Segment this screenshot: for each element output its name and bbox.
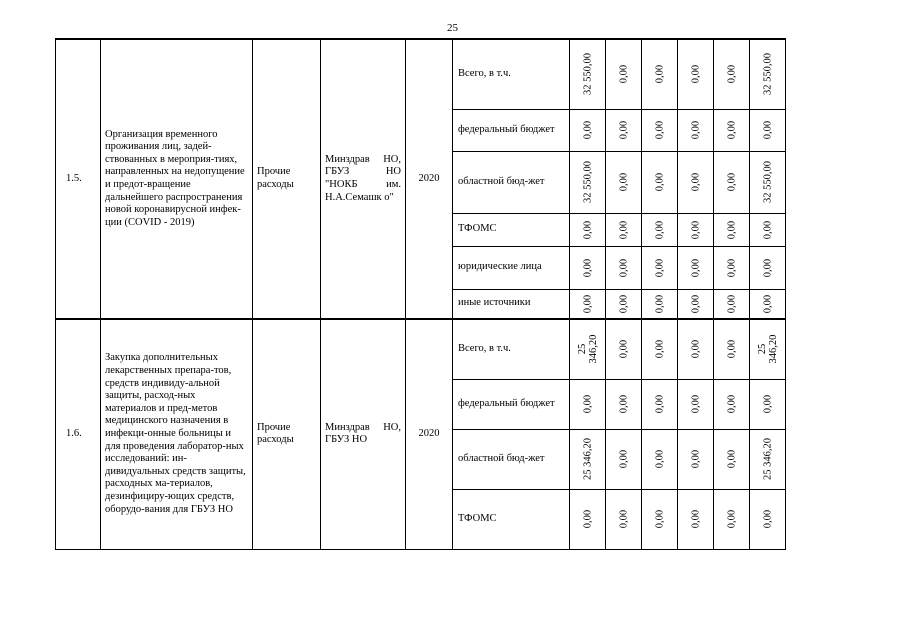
amount-value: 32 550,00 — [582, 53, 593, 96]
amount-value: 0,00 — [762, 509, 773, 529]
funding-source: ТФОМС — [453, 489, 570, 549]
amount-cell — [714, 246, 750, 289]
amount-cell — [606, 109, 642, 151]
amount-cell — [570, 39, 606, 109]
funding-source: федеральный бюджет — [453, 109, 570, 151]
amount-value: 0,00 — [618, 120, 629, 140]
amount-cell — [750, 109, 786, 151]
amount-cell — [750, 429, 786, 489]
amount-value: 0,00 — [690, 172, 701, 192]
amount-cell — [606, 489, 642, 549]
table-row — [56, 319, 786, 379]
amount-cell — [678, 429, 714, 489]
amount-value: 0,00 — [654, 340, 665, 359]
funding-source: областной бюд-жет — [453, 429, 570, 489]
amount-cell — [570, 213, 606, 246]
amount-value: 25 346,20 — [756, 334, 779, 364]
funding-source: областной бюд-жет — [453, 151, 570, 213]
amount-value: 0,00 — [726, 449, 737, 469]
amount-value: 0,00 — [618, 220, 629, 239]
amount-value: 0,00 — [654, 394, 665, 414]
amount-value: 0,00 — [726, 394, 737, 414]
funding-table — [55, 38, 786, 550]
amount-value: 0,00 — [582, 120, 593, 140]
amount-value: 0,00 — [618, 294, 629, 313]
amount-value: 0,00 — [690, 258, 701, 277]
amount-value: 0,00 — [582, 509, 593, 529]
amount-value: 0,00 — [726, 258, 737, 277]
amount-cell — [678, 246, 714, 289]
amount-cell — [642, 39, 678, 109]
amount-cell — [714, 429, 750, 489]
amount-value: 25 346,20 — [576, 334, 599, 364]
amount-value: 25 346,20 — [582, 438, 593, 480]
amount-value: 0,00 — [618, 65, 629, 84]
amount-cell — [570, 489, 606, 549]
amount-value: 0,00 — [654, 172, 665, 192]
amount-cell — [714, 151, 750, 213]
amount-cell — [642, 429, 678, 489]
amount-cell — [714, 39, 750, 109]
amount-cell — [642, 379, 678, 429]
amount-value: 0,00 — [690, 340, 701, 359]
amount-value: 0,00 — [762, 394, 773, 414]
amount-value: 0,00 — [618, 394, 629, 414]
amount-value: 0,00 — [618, 509, 629, 529]
amount-value: 0,00 — [618, 258, 629, 277]
amount-cell — [750, 489, 786, 549]
amount-value: 0,00 — [690, 65, 701, 84]
amount-cell — [570, 151, 606, 213]
amount-cell — [678, 151, 714, 213]
amount-value: 0,00 — [654, 449, 665, 469]
funding-source: федеральный бюджет — [453, 379, 570, 429]
amount-value: 0,00 — [726, 294, 737, 313]
amount-value: 0,00 — [690, 294, 701, 313]
executor: Минздрав НО, ГБУЗ НО "НОКБ им. Н.А.Семашк о" — [321, 39, 406, 319]
amount-value: 0,00 — [762, 294, 773, 313]
page-number: 25 — [447, 22, 458, 34]
amount-cell — [570, 246, 606, 289]
amount-cell — [570, 319, 606, 379]
amount-cell — [570, 109, 606, 151]
funding-source: юридические лица — [453, 246, 570, 289]
amount-value: 32 550,00 — [762, 53, 773, 96]
amount-value: 0,00 — [618, 340, 629, 359]
amount-cell — [606, 319, 642, 379]
amount-cell — [642, 109, 678, 151]
expense-type: Прочие расходы — [253, 39, 321, 319]
amount-cell — [714, 319, 750, 379]
amount-value: 0,00 — [690, 449, 701, 469]
amount-value: 0,00 — [762, 258, 773, 277]
amount-cell — [642, 246, 678, 289]
amount-cell — [606, 289, 642, 319]
amount-cell — [750, 213, 786, 246]
amount-value: 25 346,20 — [762, 438, 773, 480]
amount-cell — [714, 379, 750, 429]
amount-value: 32 550,00 — [582, 161, 593, 203]
amount-cell — [714, 109, 750, 151]
funding-source: иные источники — [453, 289, 570, 319]
amount-cell — [570, 289, 606, 319]
amount-cell — [750, 246, 786, 289]
item-description: Организация временного проживания лиц, задей-ствованных в мероприя-тиях, направленных на недопущение и предот-вращение дальнейшего распространения новой коронавирусной инфек-ции (COVID - 2019) — [101, 39, 253, 319]
amount-cell — [570, 429, 606, 489]
amount-value: 0,00 — [654, 509, 665, 529]
amount-cell — [570, 379, 606, 429]
amount-cell — [642, 213, 678, 246]
table-row — [56, 39, 786, 109]
amount-cell — [678, 319, 714, 379]
amount-value: 32 550,00 — [762, 161, 773, 203]
expense-type: Прочие расходы — [253, 319, 321, 549]
amount-value: 0,00 — [582, 258, 593, 277]
amount-value: 0,00 — [690, 394, 701, 414]
item-description: Закупка дополнительных лекарственных препара-тов, средств индивиду-альной защиты, расход-ных материалов и пред-метов медицинского назначения в инфекци-онные больницы и для проведения лаборатор-ных исследований: ин-дивидуальных средств защиты, расходных ма-териалов, дезинфициру-ющих средств, оборудо-вания для ГБУЗ НО — [101, 319, 253, 549]
amount-value: 0,00 — [726, 65, 737, 84]
amount-cell — [606, 151, 642, 213]
amount-value: 0,00 — [654, 220, 665, 239]
funding-source: ТФОМС — [453, 213, 570, 246]
amount-cell — [642, 319, 678, 379]
amount-cell — [678, 379, 714, 429]
executor: Минздрав НО, ГБУЗ НО — [321, 319, 406, 549]
amount-value: 0,00 — [726, 220, 737, 239]
amount-cell — [606, 246, 642, 289]
amount-cell — [642, 151, 678, 213]
amount-cell — [678, 289, 714, 319]
amount-cell — [714, 213, 750, 246]
amount-value: 0,00 — [726, 172, 737, 192]
amount-cell — [642, 289, 678, 319]
item-number: 1.5. — [56, 39, 101, 319]
amount-value: 0,00 — [582, 220, 593, 239]
amount-cell — [678, 39, 714, 109]
amount-cell — [750, 151, 786, 213]
amount-value: 0,00 — [726, 509, 737, 529]
amount-cell — [678, 489, 714, 549]
amount-value: 0,00 — [762, 220, 773, 239]
amount-value: 0,00 — [582, 394, 593, 414]
amount-cell — [606, 213, 642, 246]
amount-cell — [606, 429, 642, 489]
item-number: 1.6. — [56, 319, 101, 549]
year: 2020 — [406, 39, 453, 319]
amount-cell — [714, 489, 750, 549]
amount-cell — [678, 109, 714, 151]
amount-cell — [750, 39, 786, 109]
amount-value: 0,00 — [582, 294, 593, 313]
amount-value: 0,00 — [654, 294, 665, 313]
amount-value: 0,00 — [654, 258, 665, 277]
year: 2020 — [406, 319, 453, 549]
funding-source: Всего, в т.ч. — [453, 39, 570, 109]
amount-cell — [606, 379, 642, 429]
funding-source: Всего, в т.ч. — [453, 319, 570, 379]
amount-value: 0,00 — [690, 220, 701, 239]
amount-cell — [678, 213, 714, 246]
amount-cell — [642, 489, 678, 549]
amount-cell — [750, 289, 786, 319]
amount-cell — [750, 319, 786, 379]
amount-value: 0,00 — [726, 340, 737, 359]
amount-value: 0,00 — [618, 172, 629, 192]
amount-cell — [714, 289, 750, 319]
amount-value: 0,00 — [690, 120, 701, 140]
amount-value: 0,00 — [618, 449, 629, 469]
amount-value: 0,00 — [654, 65, 665, 84]
amount-value: 0,00 — [726, 120, 737, 140]
amount-cell — [606, 39, 642, 109]
amount-value: 0,00 — [762, 120, 773, 140]
amount-value: 0,00 — [654, 120, 665, 140]
amount-cell — [750, 379, 786, 429]
amount-value: 0,00 — [690, 509, 701, 529]
